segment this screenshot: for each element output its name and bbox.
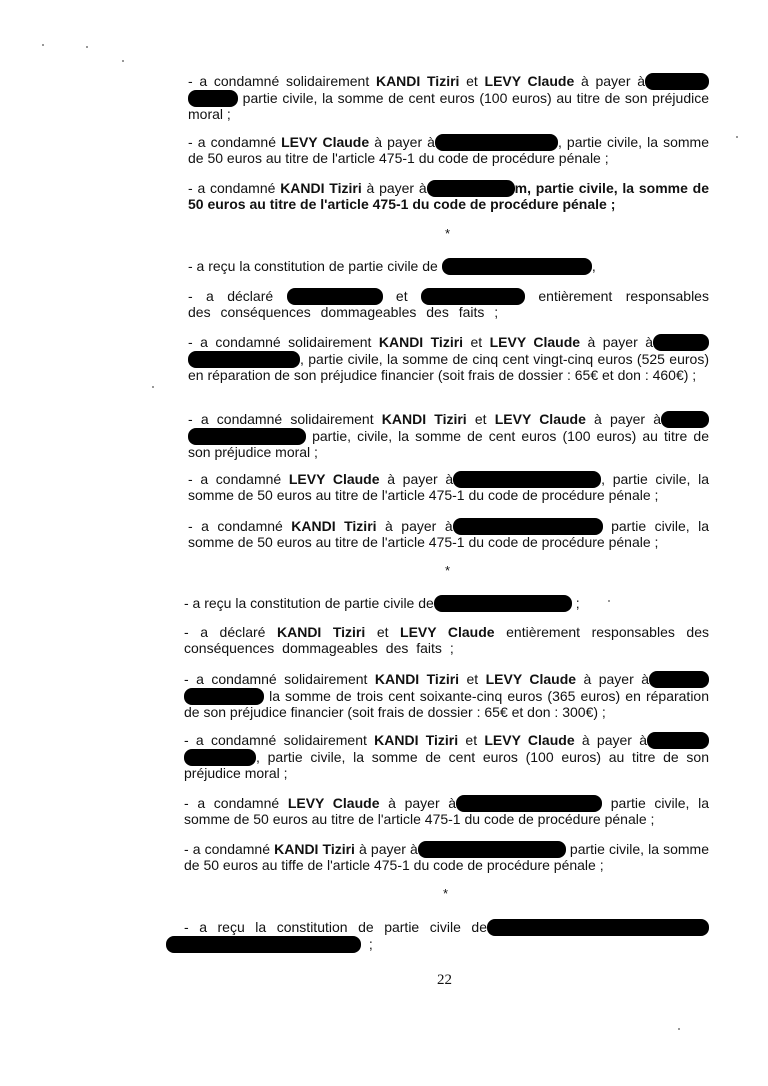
paragraph-3 [188,258,709,275]
text: partie civile, la somme de cent euros (100 euros) au titre de son préjudice moral ; [188,90,709,122]
text: - a condamné solidairement [188,411,382,427]
redaction-bar [653,334,709,351]
text: - a condamné [184,841,275,857]
text: ; [571,595,580,611]
paragraph-4 [188,288,709,321]
text: et [463,334,490,350]
text: - a condamné [188,134,282,150]
paragraph-14 [184,841,709,874]
text: m, partie civile, la somme de 50 euros au titre de l'article 475-1 du code de procédure pénale ; [188,180,709,212]
text: partie civile, la somme de 50 euros au titre de l'article 475-1 du code de procédure pénale ; [188,518,710,550]
redaction-bar [188,90,238,107]
defendant-name: LEVY Claude [400,624,495,640]
paragraph-0 [188,73,709,123]
text: la somme de trois cent soixante-cinq euros (365 euros) en réparation de son préjudice financier (soit frais de dossier : 65€ et don : 300€) ; [184,688,709,720]
redaction-bar [453,518,603,535]
text: - a condamné solidairement [188,73,376,89]
text: à payer à [354,841,418,857]
redaction-bar [649,671,709,688]
redaction-bar [427,180,515,197]
redaction-bar [184,688,264,705]
scan-speck [86,46,88,48]
redaction-bar [418,841,566,858]
redaction-bar [456,795,602,812]
paragraph-15 [184,919,709,953]
text: partie, civile, la somme de cent euros (100 euros) au titre de son préjudice moral ; [188,428,709,460]
text: et [382,288,421,304]
defendant-name: LEVY Claude [287,795,380,811]
paragraph-2 [188,180,709,213]
defendant-name: LEVY Claude [288,471,380,487]
scan-speck [736,136,738,138]
text: à payer à [585,411,661,427]
defendant-name: LEVY Claude [489,334,581,350]
redaction-bar [661,411,709,428]
defendant-name: LEVY Claude [485,671,577,687]
text: - a condamné [188,180,281,196]
text: partie civile, la somme de 50 euros au titre de l'article 475-1 du code de procédure pénale ; [184,795,709,827]
paragraph-8 [188,518,709,551]
redaction-bar [435,134,558,151]
paragraph-7 [188,471,709,504]
paragraph-12 [184,732,709,782]
paragraph-9 [184,595,709,612]
defendant-name: KANDI Tiziri [291,518,377,534]
scan-speck [122,60,124,62]
paragraph-1 [188,134,709,167]
text: à payer à [576,671,649,687]
text: - a condamné [188,518,292,534]
scan-speck [678,1028,680,1030]
text: ; [361,936,373,952]
defendant-name: LEVY Claude [484,73,575,89]
text: entièrement responsables des conséquences dommageables des faits ; [184,624,709,656]
redaction-bar [184,749,256,766]
text: à payer à [379,795,457,811]
text: entièrement responsables des conséquences dommageables des faits ; [188,288,709,320]
redaction-bar [442,258,592,275]
paragraph-6 [188,411,709,461]
text: et [459,73,485,89]
page-number: 22 [437,972,452,988]
text: - a reçu la constitution de partie civile de [184,595,434,611]
defendant-name: LEVY Claude [484,732,575,748]
redaction-bar [487,919,709,936]
text: à payer à [574,732,647,748]
text: à payer à [379,471,454,487]
text: partie civile, la somme de 50 euros au tiffe de l'article 475-1 du code de procédure pénale ; [184,841,710,873]
redaction-bar [188,351,300,368]
defendant-name: LEVY Claude [494,411,586,427]
redaction-bar [434,595,572,612]
scan-speck [42,44,44,46]
text: - a déclaré [184,624,277,640]
text: et [466,411,495,427]
defendant-name: KANDI Tiziri [280,180,362,196]
defendant-name: KANDI Tiziri [375,73,460,89]
text: - a condamné solidairement [188,334,379,350]
redaction-bar [645,73,709,90]
text: , partie civile, la somme de cent euros (100 euros) au titre de son préjudice moral ; [184,749,709,781]
text: et [365,624,401,640]
separator-star: * [445,563,451,578]
text: - a déclaré [188,288,287,304]
redaction-bar [421,288,525,305]
text: à payer à [574,73,645,89]
text: - a reçu la constitution de partie civile de [188,258,438,274]
separator-star: * [445,226,451,241]
paragraph-5 [188,334,709,384]
redaction-bar [287,288,383,305]
defendant-name: KANDI Tiziri [378,334,464,350]
redaction-bar [188,428,306,445]
text: , partie civile, la somme de 50 euros au titre de l'article 475-1 du code de procédure pénale ; [188,134,709,166]
separator-star: * [443,886,449,901]
paragraph-10 [184,625,709,656]
text: , partie civile, la somme de 50 euros au titre de l'article 475-1 du code de procédure pénale ; [188,471,709,503]
defendant-name: LEVY Claude [281,134,370,150]
text: , [591,258,596,274]
text: - a condamné solidairement [184,732,375,748]
text: à payer à [376,518,453,534]
text: - a condamné [188,471,289,487]
defendant-name: KANDI Tiziri [274,841,355,857]
text: - a condamné solidairement [184,671,375,687]
text: et [459,671,486,687]
scan-speck [152,386,154,388]
defendant-name: KANDI Tiziri [374,671,460,687]
paragraph-11 [184,671,709,721]
defendant-name: KANDI Tiziri [381,411,467,427]
redaction-bar [453,471,601,488]
text: et [458,732,485,748]
text: - a condamné [184,795,288,811]
text: à payer à [580,334,653,350]
text: , partie civile, la somme de cinq cent vingt-cinq euros (525 euros) en réparation de son préjudice financier (soit frais de dossier : 65€ et don : 460€) ; [188,351,709,383]
scan-speck [608,600,610,602]
text: - a reçu la constitution de partie civile de [184,919,487,935]
defendant-name: KANDI Tiziri [276,624,366,640]
paragraph-13 [184,795,709,828]
redaction-bar [166,936,361,953]
redaction-bar [647,732,709,749]
text: à payer à [361,180,427,196]
defendant-name: KANDI Tiziri [374,732,459,748]
text: à payer à [369,134,435,150]
